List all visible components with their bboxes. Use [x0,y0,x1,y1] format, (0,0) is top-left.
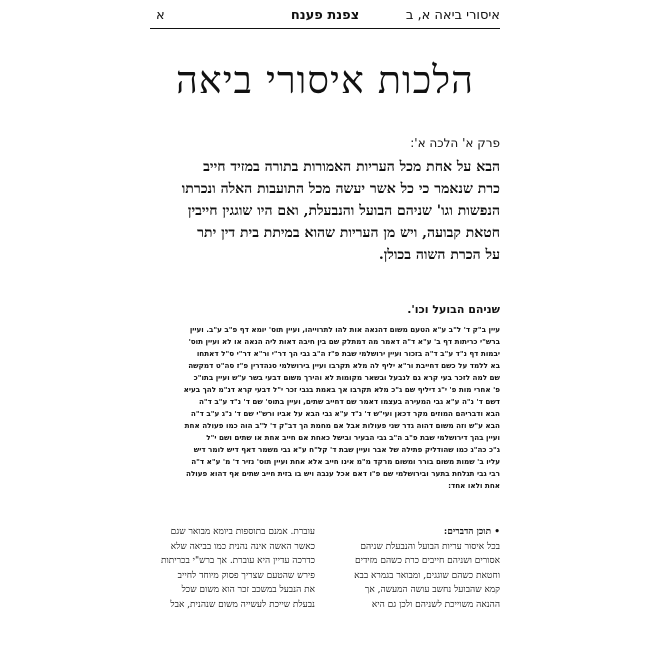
summary-line: נבעלת שייכת לעשייה משום שנהנית, אבל [170,599,315,610]
header-page-letter: א [156,8,165,23]
summary-line: בכל איסור עריות הבועל והנבעלת שניהם [360,541,500,552]
summary-column-left [150,525,315,612]
main-text-line: כרת שנאמר כי כל אשר יעשה מכל התועבות האלה ונכרתו [181,181,500,197]
commentary-line: הבא ע"ש וזה משום דהוה גדר שני פעולות אבל אם מחמת הך דב"ק ד' ל"ב הוה כמו פעולה אחת [184,421,500,430]
commentary-heading: שניהם הבועל וכו'. [407,303,500,316]
summary-line: אסורים ושניהם חייבים כרת כשהם מזידים [354,556,500,566]
summary-line: את הנבעל במשכב זכר הוא משום שכל [181,585,315,595]
main-text [150,156,500,266]
summary-line: עוברת. אמנם בתוספות ביומא מבואר שגם [170,527,315,537]
header-book-title: צפנת פענח [290,8,360,23]
summary-line: כדרכה עדיין היא עוברת. אך ברש"י בכריתות [160,556,315,566]
commentary-line: בא ללמד על כשם דחייבת ור"א יליף לה מלא תקרבו ועיין בירושלמי סנהדרין פ"ז סה"ט דמקשה [188,361,500,370]
summary-line: כאשר האשה אינה נהנית כמו בביאה שלא [170,541,315,552]
summary-line: ההנאה משוייכת לשניהם ולכן גם היא [371,599,500,610]
commentary-line: עיין ב"ק ד' ל"ב ע"א הטעם משום דהנאה אות להו לתרוייהו, ועיין תוס' יומא דף פ"ב ע"ב. ועיין [189,325,500,334]
header-rule [150,28,500,29]
commentary-line: יבמות דף נ"ד ע"ב ד"ה בזכור ועיין ירושלמי שבת פ"ז ה"ב גבי הך דר"י ור"א דר"י ס"ל דאתחו [196,349,500,358]
running-header [150,8,500,26]
commentary-block [150,324,500,492]
summary-column-right [335,525,500,612]
commentary-line: עליו ב' שמות משום בורר ומשום מרקד מ"מ אינו חייב אלא אחת ועיין תוס' נזיר ד' מ' ע"א ד"ה [191,457,500,466]
summary-line: פירש שהטעם שצריך פסוק מיוחד לחייב [177,570,315,581]
commentary-line: ועיין בהך דירושלמי שבת פ"ב ה"ב גבי הבעיר ובישל כאחת אם חייב אחת או שתים ושם י"ל [206,433,500,442]
summary-line: וחטאת כשהם שוגגים, ומבואר בגמרא בבא [354,570,500,581]
commentary-line: ברש"י כריתות דף ב' ע"א ד"ה דאמר מה דמתלק שם בין חיבה דאות ליה הנאה או לא ועיין תוס' [188,337,500,346]
main-text-line: הנפשות וגו' שניהם הבועל והנבעלת, ואם היו שוגגין חייבין [187,203,500,219]
chapter-label: פרק א' הלכה א': [410,136,500,150]
main-text-line: חטאת קבועה, ויש מן העריות שהוא במיתת בית דין יתר [197,225,500,241]
commentary-line: דשם ד' נ"ה ע"א גבי המעירה בעצמו דאמר שם דחייב שתים, ועיין בתוס' שם ד' נ"ד ע"ב ד"ה [198,397,500,406]
main-text-line: הבא על אחת מכל העריות האמורות בתורה במזיד חייב [203,159,500,175]
commentary-line: פ' אחרי מות פ' י"ג דיליף שם ג"כ מלא תקרבו אך באמת בגבי זכר י"ל דבעי קרא דנ"מ להך בעיא [183,385,500,394]
summary-heading: • תוכן הדברים: [443,527,500,537]
commentary-line: שם למה לזכר בעי קרא גם לנבעל ובשאר מקומות לא והירך משום דבעי בשר ע"ש ועיין בתו"כ [193,373,500,382]
commentary-line: הבא ודבריהם המוזים מקר דכאן ועי"ש ד' נ"ד ע"א גבי הבא על אביו ורש"י שם ד' נ"ג ע"ב ד"ה [190,409,500,418]
header-section-reference: איסורי ביאה א, ב [405,8,500,23]
commentary-line: ג"כ כה"ג כמו שהודליק פתילה של אבר ועיין שבת ד' קל"ח ע"א גבי משמר דאף דיש לומר דיש [193,445,500,454]
commentary-line: רבי גבי תגלחת בתער ובירושלמי שם פ"ו דאם אכל ענבה ויש בו בזית חייב שתים אף דהוא פעולה [186,469,500,478]
commentary-line: אחת ולאו אחד: [448,481,500,490]
page-title: הלכות איסורי ביאה [176,58,474,102]
main-text-line: על הכרת השוה בכולן. [378,247,500,263]
summary-line: קמא שהבועל נחשב עושה המעשה, אך [364,585,500,595]
